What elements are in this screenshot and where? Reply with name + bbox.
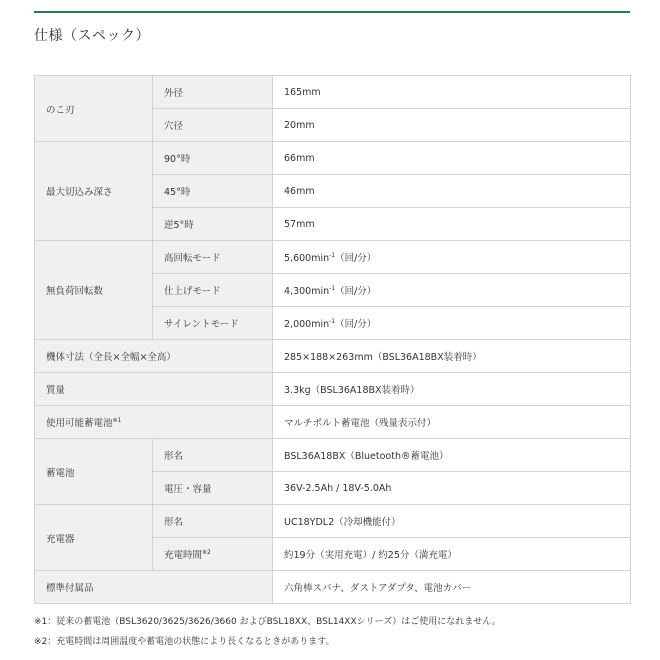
spec-table <box>34 75 631 604</box>
row-label-charger: 充電器 <box>35 505 153 571</box>
charge-time-label: 充電時間 <box>164 550 203 561</box>
sub-label-outer-diameter: 外径 <box>153 76 273 109</box>
footnote-2: ※2：充電時間は周囲温度や蓄電池の状態により長くなるときがあります。 <box>34 637 335 647</box>
speed-value: 4,300min <box>284 286 330 297</box>
speed-exponent: -1 <box>329 284 336 292</box>
value-usable-battery: マルチボルト蓄電池（残量表示付） <box>273 406 631 439</box>
sub-label-silent-mode: サイレントモード <box>153 307 273 340</box>
value-accessories: 六角棒スパナ、ダストアダプタ、電池カバー <box>273 571 631 604</box>
speed-value: 2,000min <box>284 319 330 330</box>
sub-label-45deg: 45°時 <box>153 175 273 208</box>
value-finish-mode <box>273 274 631 307</box>
footnotes <box>34 615 501 655</box>
row-label-battery: 蓄電池 <box>35 439 153 505</box>
value-battery-model: BSL36A18BX（Bluetooth®蓄電池） <box>273 439 631 472</box>
value-high-speed-mode <box>273 241 631 274</box>
table-row <box>35 241 631 274</box>
speed-unit: （回/分） <box>335 286 377 297</box>
row-label-no-load-speed: 無負荷回転数 <box>35 241 153 340</box>
header-divider <box>34 11 630 13</box>
value-charger-model: UC18YDL2（冷却機能付） <box>273 505 631 538</box>
value-weight: 3.3kg（BSL36A18BX装着時） <box>273 373 631 406</box>
value-outer-diameter: 165mm <box>273 76 631 109</box>
speed-exponent: -1 <box>329 317 336 325</box>
speed-unit: （回/分） <box>335 253 377 264</box>
sub-label-voltage-capacity: 電圧・容量 <box>153 472 273 505</box>
speed-value: 5,600min <box>284 253 330 264</box>
row-label-dimensions: 機体寸法（全長×全幅×全高） <box>35 340 273 373</box>
value-voltage-capacity: 36V-2.5Ah / 18V-5.0Ah <box>273 472 631 505</box>
row-label-usable-battery <box>35 406 273 439</box>
table-row <box>35 406 631 439</box>
sub-label-90deg: 90°時 <box>153 142 273 175</box>
row-label-weight: 質量 <box>35 373 273 406</box>
footnote-ref-2: ※2 <box>202 548 211 556</box>
table-row <box>35 571 631 604</box>
table-row <box>35 439 631 472</box>
footnote-ref-1: ※1 <box>112 416 122 424</box>
table-row <box>35 142 631 175</box>
table-row <box>35 505 631 538</box>
sub-label-hole-diameter: 穴径 <box>153 109 273 142</box>
value-dimensions: 285×188×263mm（BSL36A18BX装着時） <box>273 340 631 373</box>
value-90deg: 66mm <box>273 142 631 175</box>
speed-exponent: -1 <box>329 251 336 259</box>
value-hole-diameter: 20mm <box>273 109 631 142</box>
table-row <box>35 340 631 373</box>
footnote-1: ※1：従来の蓄電池（BSL3620/3625/3626/3660 およびBSL18XX、BSL14XXシリーズ）はご使用になれません。 <box>34 617 501 627</box>
sub-label-high-speed-mode: 高回転モード <box>153 241 273 274</box>
sub-label-reverse-5deg: 逆5°時 <box>153 208 273 241</box>
row-label-blade: のこ刃 <box>35 76 153 142</box>
value-charge-time: 約19分（実用充電）/ 約25分（満充電） <box>273 538 631 571</box>
usable-battery-label: 使用可能蓄電池 <box>46 418 113 429</box>
table-row <box>35 373 631 406</box>
sub-label-battery-model: 形名 <box>153 439 273 472</box>
speed-unit: （回/分） <box>335 319 377 330</box>
value-reverse-5deg: 57mm <box>273 208 631 241</box>
sub-label-charger-model: 形名 <box>153 505 273 538</box>
sub-label-finish-mode: 仕上げモード <box>153 274 273 307</box>
page-title: 仕様（スペック） <box>34 28 150 44</box>
row-label-accessories: 標準付属品 <box>35 571 273 604</box>
table-row <box>35 76 631 109</box>
value-silent-mode <box>273 307 631 340</box>
value-45deg: 46mm <box>273 175 631 208</box>
row-label-cut-depth: 最大切込み深さ <box>35 142 153 241</box>
sub-label-charge-time <box>153 538 273 571</box>
